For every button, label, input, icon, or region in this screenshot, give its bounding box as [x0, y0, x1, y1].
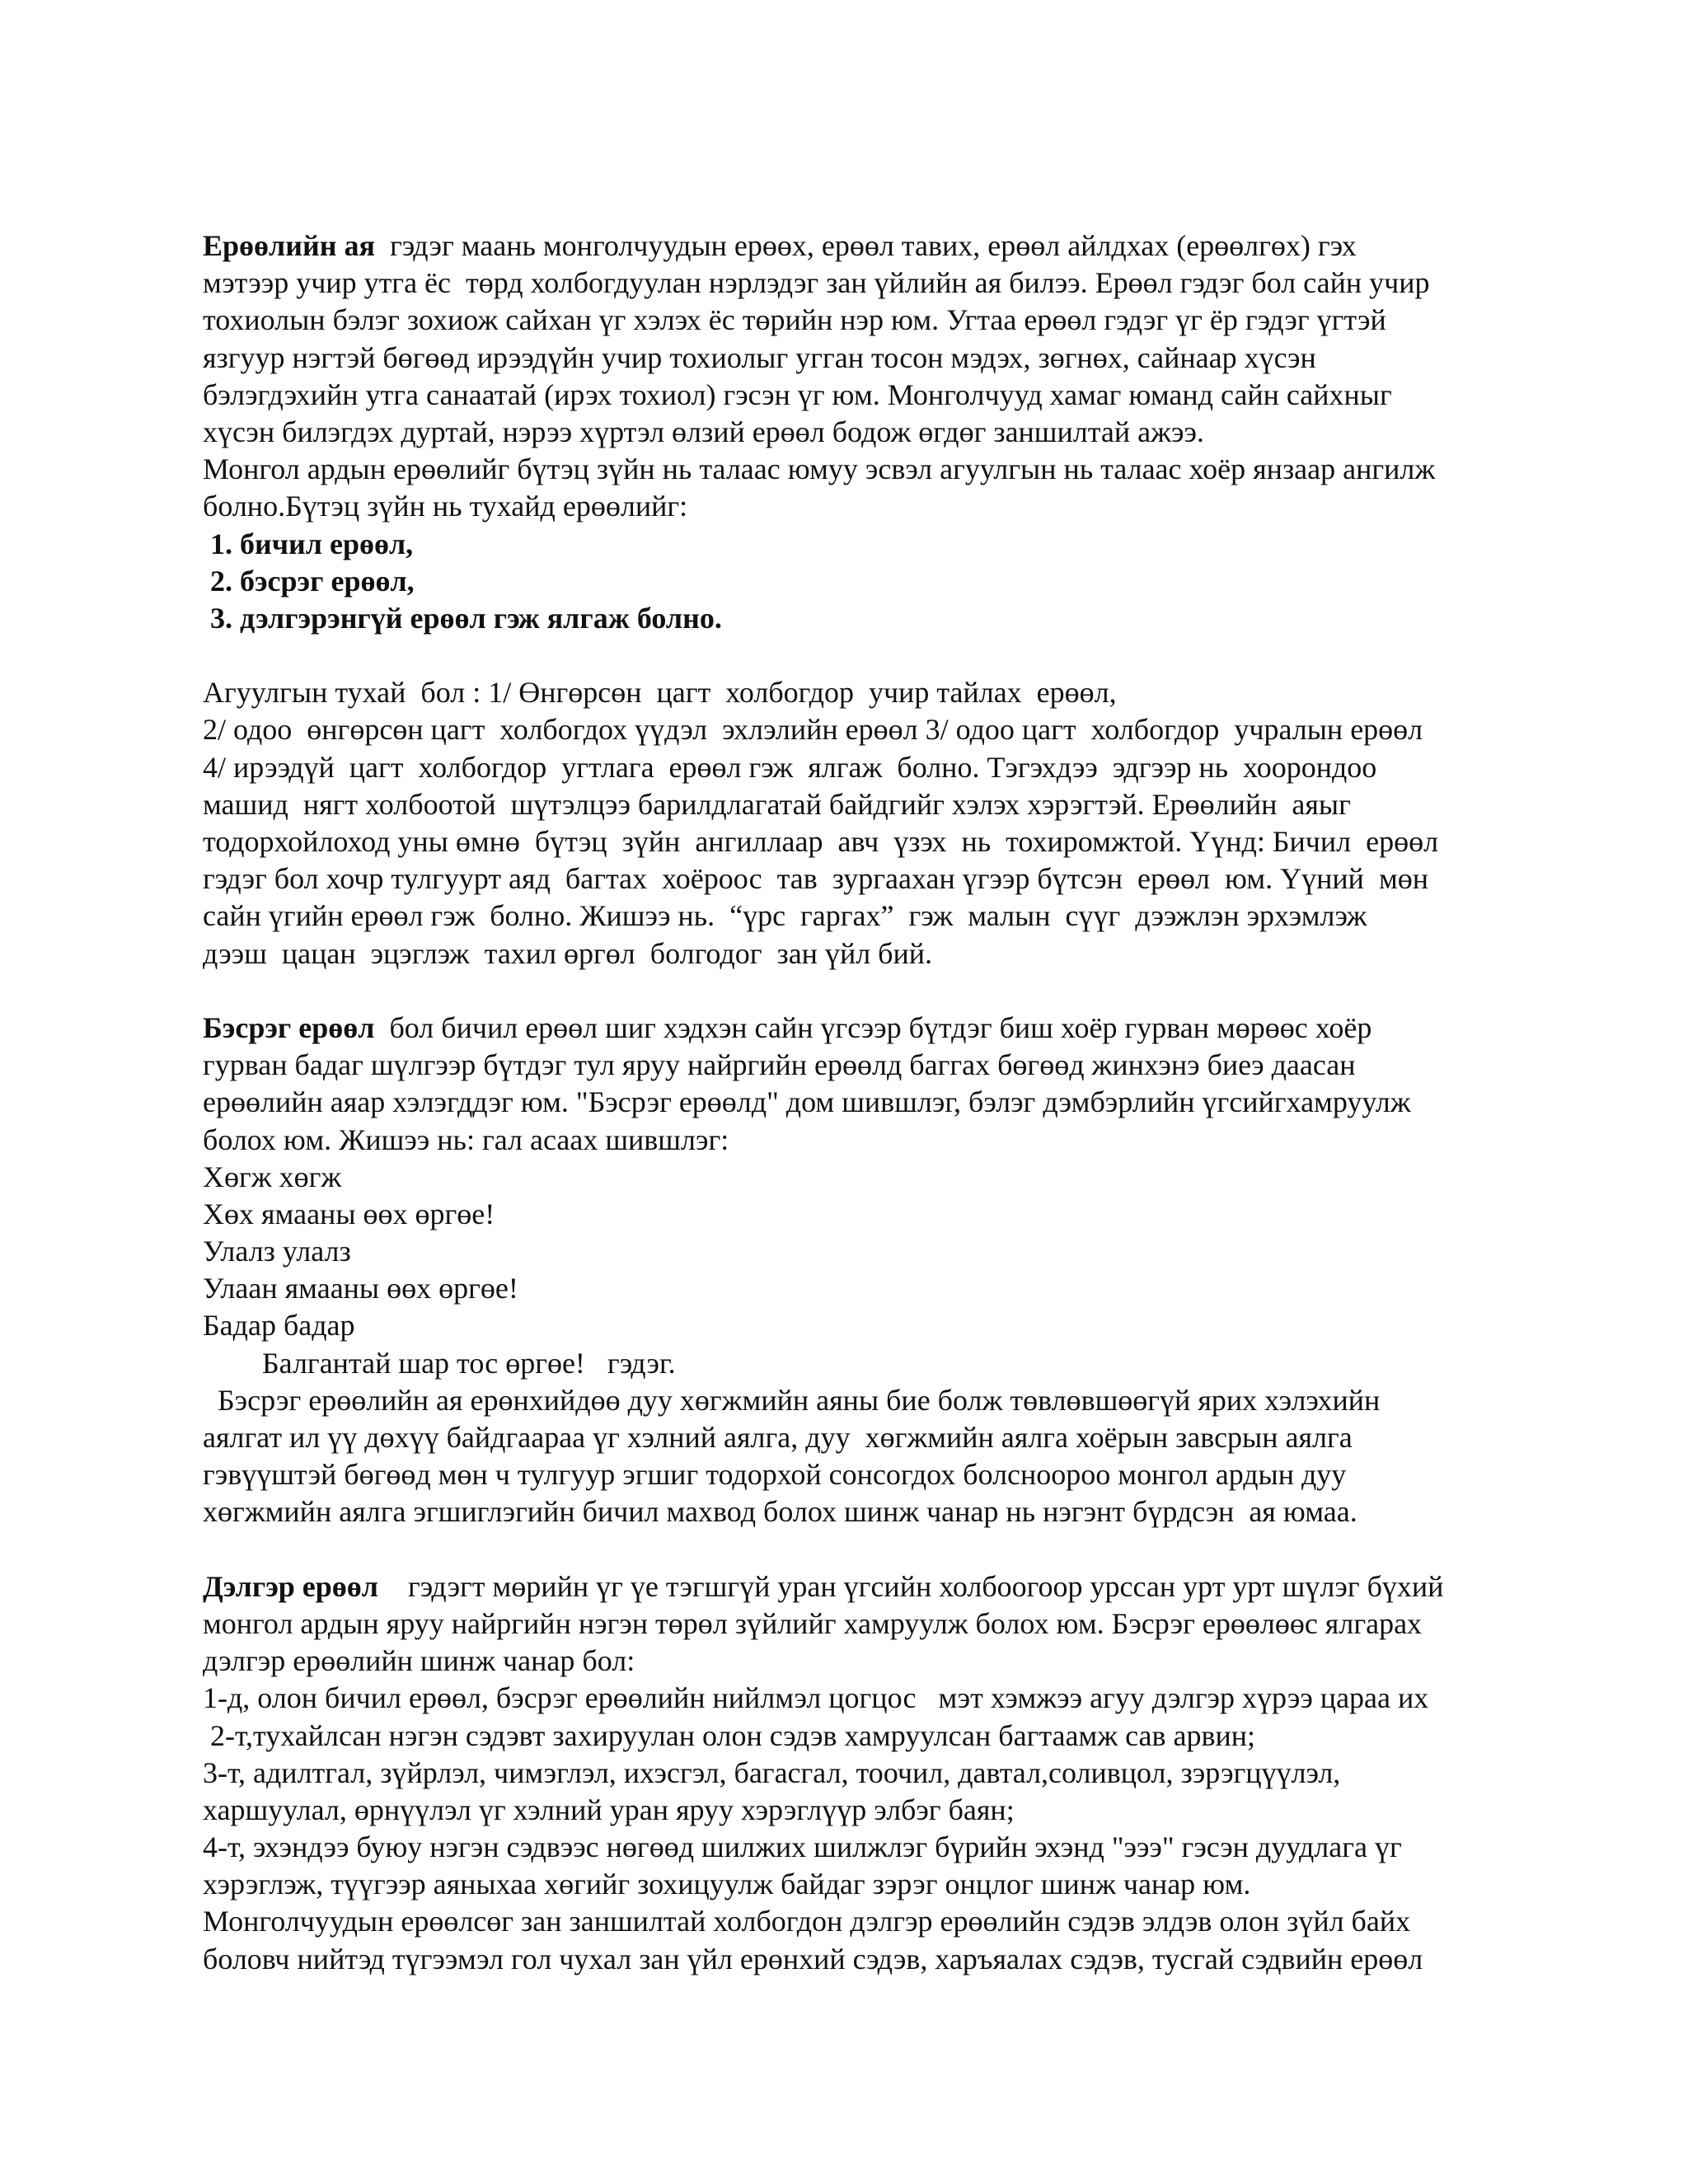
text-line: болох юм. Жишээ нь: гал асаах шившлэг:: [203, 1122, 729, 1156]
text-line: 3-т, адилтгал, зүйрлэл, чимэглэл, ихэсгэл, багасгал, тоочил, давтал,соливцол, зэрэгцүүлэл,: [203, 1755, 1341, 1789]
text-line: мэтээр учир утга ёс төрд холбогдуулан нэрлэдэг зан үйлийн ая билээ. Ерөөл гэдэг бол сайн учир: [203, 266, 1430, 300]
text-line: 4/ ирээдүй цагт холбогдор угтлага ерөөл гэж ялгаж болно. Тэгэхдээ эдгээр нь хоорондоо: [203, 750, 1377, 784]
text-line: 1-д, олон бичил ерөөл, бэсрэг ерөөлийн нийлмэл цогцос мэт хэмжээ агуу дэлгэр хүрээ цараа их: [203, 1681, 1429, 1715]
text-line: Монгол ардын ерөөлийг бүтэц зүйн нь талаас юмуу эсвэл агуулгын нь талаас хоёр янзаар ангилж: [203, 452, 1436, 486]
verse-line: Бадар бадар: [203, 1309, 355, 1343]
text-line: хөгжмийн аялга эгшиглэгийн бичил махвод болох шинж чанар нь нэгэнт бүрдсэн ая юмаа.: [203, 1495, 1357, 1529]
text-line: дээш цацан эцэглэж тахил өргөл болгодог зан үйл бий.: [203, 936, 933, 970]
verse-line: Балгантай шар тос өргөе! гэдэг.: [203, 1346, 676, 1380]
text-line: Ерөөлийн ая гэдэг маань монголчуудын ерөөх, ерөөл тавих, ерөөл айлдхах (ерөөлгөх) гэх: [203, 229, 1357, 262]
paragraph-content-types: [203, 674, 1587, 972]
text-line: Агуулгын тухай бол : 1/ Өнгөрсөн цагт холбогдор учир тайлах ерөөл,: [203, 676, 1117, 710]
text-line: дэлгэр ерөөлийн шинж чанар бол:: [203, 1644, 635, 1678]
text-line: Дэлгэр ерөөл гэдэгт мөрийн үг үе тэгшгүй уран үгсийн холбоогоор урссан урт урт шүлэг бүхий: [203, 1569, 1444, 1603]
text-line: тохиолын бэлэг зохиож сайхан үг хэлэх ёс төрийн нэр юм. Угтаа ерөөл гэдэг үг ёр гэдэг үгтэй: [203, 303, 1386, 337]
verse-line: Улаан ямааны өөх өргөе!: [203, 1272, 518, 1305]
term-heading-besreg: Бэсрэг ерөөл: [203, 1010, 375, 1044]
text-line: ерөөлийн аяар хэлэгддэг юм. "Бэсрэг ерөөлд" дом шившлэг, бэлэг дэмбэрлийн үгсийгхамруулж: [203, 1085, 1411, 1119]
classification-list: [203, 526, 1587, 638]
text-line: 2/ одоо өнгөрсөн цагт холбогдох үүдэл эхлэлийн ерөөл 3/ одоо цагт холбогдор учралын ерөөл: [203, 713, 1423, 747]
text-line: Бэсрэг ерөөл бол бичил ерөөл шиг хэдхэн сайн үгсээр бүтдэг биш хоёр гурван мөрөөс хоёр: [203, 1010, 1372, 1044]
text-line: хэрэглэж, түүгээр аяныхаа хөгийг зохицуулж байдаг зэрэг онцлог шинж чанар юм.: [203, 1868, 1251, 1901]
verse-line: Улалз улалз: [203, 1235, 351, 1268]
text-line: болно.Бүтэц зүйн нь тухайд ерөөлийг:: [203, 490, 688, 523]
paragraph-spacer: [203, 1531, 1587, 1568]
list-item: 1. бичил ерөөл,: [203, 527, 414, 560]
text-line: аялгат ил үү дөхүү байдгаараа үг хэлний аялга, дуу хөгжмийн аялга хоёрын завсрын аялга: [203, 1421, 1353, 1454]
text-line: 4-т, эхэндээ буюу нэгэн сэдвээс нөгөөд шилжих шилжлэг бүрийн эхэнд "эээ" гэсэн дуудлага үг: [203, 1830, 1402, 1864]
paragraph-spacer: [203, 972, 1587, 1010]
paragraph-delger-yerool: [203, 1568, 1587, 1978]
text-line: Бэсрэг ерөөлийн ая ерөнхийдөө дуу хөгжмийн аяны бие болж төвлөвшөөгүй ярих хэлэхийн: [203, 1383, 1381, 1417]
text-line: харшуулал, өрнүүлэл үг хэлний уран яруу хэрэглүүр элбэг баян;: [203, 1793, 1015, 1826]
term-heading-yerool-aya: Ерөөлийн ая: [203, 229, 375, 262]
list-item: 3. дэлгэрэнгүй ерөөл гэж ялгаж болно.: [203, 601, 722, 635]
list-item: 2. бэсрэг ерөөл,: [203, 564, 415, 598]
document-page: [203, 227, 1587, 1978]
verse-line: Хөх ямааны өөх өргөе!: [203, 1197, 495, 1230]
term-heading-delger: Дэлгэр ерөөл: [203, 1569, 378, 1603]
text-line: боловч нийтэд түгээмэл гол чухал зан үйл ерөнхий сэдэв, харъяалах сэдэв, тусгай сэдвийн ерөөл: [203, 1942, 1423, 1975]
paragraph-spacer: [203, 637, 1587, 674]
text-line: язгуур нэгтэй бөгөөд ирээдүйн учир тохиолыг угган тосон мэдэх, зөгнөх, сайнаар хүсэн: [203, 340, 1316, 374]
text-line: бэлэгдэхийн утга санаатай (ирэх тохиол) гэсэн үг юм. Монголчууд хамаг юманд сайн сайхныг: [203, 377, 1392, 411]
text-line: Монголчуудын ерөөлсөг зан заншилтай холбогдон дэлгэр ерөөлийн сэдэв элдэв олон зүйл байх: [203, 1905, 1411, 1938]
text-line: машид нягт холбоотой шүтэлцээ барилдлагатай байдгийг хэлэх хэрэгтэй. Ерөөлийн аяыг: [203, 787, 1351, 821]
text-line: гэвүүштэй бөгөөд мөн ч тулгуур эгшиг тодорхой сонсогдох болсноороо монгол ардын дуу: [203, 1458, 1347, 1492]
paragraph-intro: [203, 227, 1587, 526]
text-line: гурван бадаг шүлгээр бүтдэг тул яруу найргийн ерөөлд баггах бөгөөд жинхэнэ биеэ даасан: [203, 1048, 1356, 1082]
text-line: хүсэн билэгдэх дуртай, нэрээ хүртэл өлзий ерөөл бодож өгдөг заншилтай ажээ.: [203, 415, 1204, 448]
paragraph-besreg-yerool: [203, 1010, 1587, 1531]
verse-line: Хөгж хөгж: [203, 1160, 342, 1193]
text-line: гэдэг бол хочр тулгуурт аяд багтах хоёроос тав зургаахан үгээр бүтсэн ерөөл юм. Үүний мөн: [203, 862, 1428, 896]
text-line: 2-т,тухайлсан нэгэн сэдэвт захируулан олон сэдэв хамруулсан багтаамж сав арвин;: [203, 1718, 1256, 1752]
text-line: сайн үгийн ерөөл гэж болно. Жишээ нь. “үрс гаргах” гэж малын сүүг дээжлэн эрхэмлэж: [203, 899, 1367, 933]
text-line: монгол ардын яруу найргийн нэгэн төрөл зүйлийг хамруулж болох юм. Бэсрэг ерөөлөөс ялгарах: [203, 1606, 1423, 1640]
text-line: тодорхойлоход уны өмнө бүтэц зүйн ангиллаар авч үзэх нь тохиромжтой. Үүнд: Бичил ерөөл: [203, 825, 1439, 858]
